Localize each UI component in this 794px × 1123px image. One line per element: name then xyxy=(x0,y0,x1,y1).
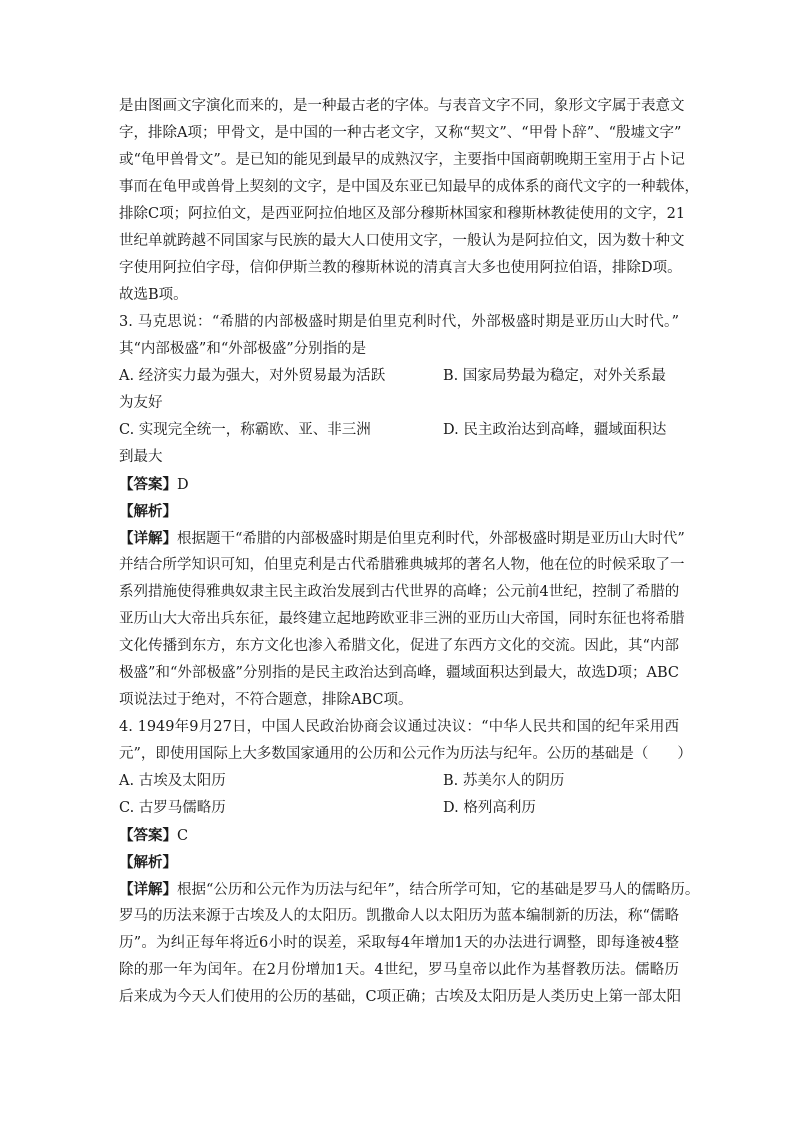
analysis-tag: 【解析】 xyxy=(119,503,177,520)
option-a: A. 经济实力最为强大，对外贸易最为活跃 xyxy=(119,368,386,384)
detail-text: 文化传播到东方，东方文化也渗入希腊文化，促进了东西方文化的交流。因此，其“内部 xyxy=(119,638,679,654)
text-line: 字，排除A项；甲骨文，是中国的一种古老文字，又称“契文”、“甲骨卜辞”、“殷墟文字” xyxy=(119,125,682,141)
option-a: A. 古埃及太阳历 xyxy=(119,773,226,789)
text-line: 字使用阿拉伯字母，信仰伊斯兰教的穆斯林说的清真言大多也使用阿拉伯语，排除D项。 xyxy=(119,260,682,276)
detail-text: 极盛”和“外部极盛”分别指的是民主政治达到高峰，疆域面积达到最大，故选D项；ABC xyxy=(119,665,679,681)
answer-value: D xyxy=(177,477,189,493)
option-b: B. 国家局势最为稳定，对外关系最 xyxy=(443,368,666,384)
previous-explanation xyxy=(119,93,699,309)
question-stem: 其“内部极盛”和“外部极盛”分别指的是 xyxy=(119,341,367,357)
question-4 xyxy=(119,714,700,1011)
analysis-tag: 【解析】 xyxy=(119,854,177,871)
answer-line xyxy=(119,822,679,849)
detail-text: 罗马的历法来源于古埃及人的太阳历。凯撒命人以太阳历为蓝本编制新的历法，称“儒略 xyxy=(119,908,679,924)
detail-text: 并结合所学知识可知，伯里克利是古代希腊雅典城邦的著名人物，他在位的时候采取了一 xyxy=(119,557,685,573)
options-row xyxy=(119,417,679,444)
text-line: 事而在龟甲或兽骨上契刻的文字，是中国及东亚已知最早的成体系的商代文字的一种载体， xyxy=(119,179,699,195)
question-stem: 3. 马克思说：“希腊的内部极盛时期是伯里克利时代，外部极盛时期是亚历山大时代。” xyxy=(119,314,679,330)
answer-tag: 【答案】 xyxy=(119,827,177,844)
document-body xyxy=(119,93,700,1011)
detail-line xyxy=(119,525,685,552)
question-stem: 4. 1949年9月27日，中国人民政治协商会议通过决议：“中华人民共和国的纪年采用西 xyxy=(119,719,679,735)
options-row xyxy=(119,768,679,795)
option-b-continued: 为友好 xyxy=(119,395,163,411)
text-line: 或“龟甲兽骨文”。是已知的能见到最早的成熟汉字，主要指中国商朝晚期王室用于占卜记 xyxy=(119,152,685,168)
detail-text: 历”。为纠正每年将近6小时的误差，采取每4年增加1天的办法进行调整，即每逢被4整 xyxy=(119,935,679,951)
detail-text: 除的那一年为闰年。在2月份增加1天。4世纪，罗马皇帝以此作为基督教历法。儒略历 xyxy=(119,962,679,978)
detail-text: 项说法过于绝对，不符合题意，排除ABC项。 xyxy=(119,692,413,708)
answer-tag: 【答案】 xyxy=(119,476,177,493)
detail-text: 亚历山大大帝出兵东征，最终建立起地跨欧亚非三洲的亚历山大帝国，同时东征也将希腊 xyxy=(119,611,685,627)
detail-line xyxy=(119,876,700,903)
option-c: C. 实现完全统一，称霸欧、亚、非三洲 xyxy=(119,422,371,438)
option-d-continued: 到最大 xyxy=(119,449,163,465)
options-row xyxy=(119,363,679,390)
option-d: D. 格列高利历 xyxy=(443,800,536,816)
detail-tag: 【详解】 xyxy=(119,530,177,547)
detail-tag: 【详解】 xyxy=(119,881,177,898)
option-c: C. 古罗马儒略历 xyxy=(119,800,226,816)
option-d: D. 民主政治达到高峰，疆域面积达 xyxy=(443,422,667,438)
detail-text: 根据“公历和公元作为历法与纪年”，结合所学可知，它的基础是罗马人的儒略历。 xyxy=(177,882,700,898)
question-3 xyxy=(119,309,685,714)
text-line: 故选B项。 xyxy=(119,287,188,303)
text-line: 排除C项；阿拉伯文，是西亚阿拉伯地区及部分穆斯林国家和穆斯林教徒使用的文字，21 xyxy=(119,206,686,222)
text-line: 世纪单就跨越不同国家与民族的最大人口使用文字，一般认为是阿拉伯文，因为数十种文 xyxy=(119,233,685,249)
answer-value: C xyxy=(177,828,189,844)
detail-text: 根据题干“希腊的内部极盛时期是伯里克利时代，外部极盛时期是亚历山大时代” xyxy=(177,531,685,547)
detail-text: 系列措施使得雅典奴隶主民主政治发展到古代世界的高峰；公元前4世纪，控制了希腊的 xyxy=(119,584,680,600)
question-stem: 元”，即使用国际上大多数国家通用的公历和公元作为历法与纪年。公历的基础是（ ） xyxy=(119,746,692,762)
analysis-line xyxy=(119,849,679,876)
options-row xyxy=(119,795,679,822)
answer-line xyxy=(119,471,679,498)
text-line: 是由图画文字演化而来的，是一种最古老的字体。与表音文字不同，象形文字属于表意文 xyxy=(119,98,685,114)
analysis-line xyxy=(119,498,679,525)
detail-text: 后来成为今天人们使用的公历的基础，C项正确；古埃及太阳历是人类历史上第一部太阳 xyxy=(119,989,682,1005)
option-b: B. 苏美尔人的阴历 xyxy=(443,773,565,789)
